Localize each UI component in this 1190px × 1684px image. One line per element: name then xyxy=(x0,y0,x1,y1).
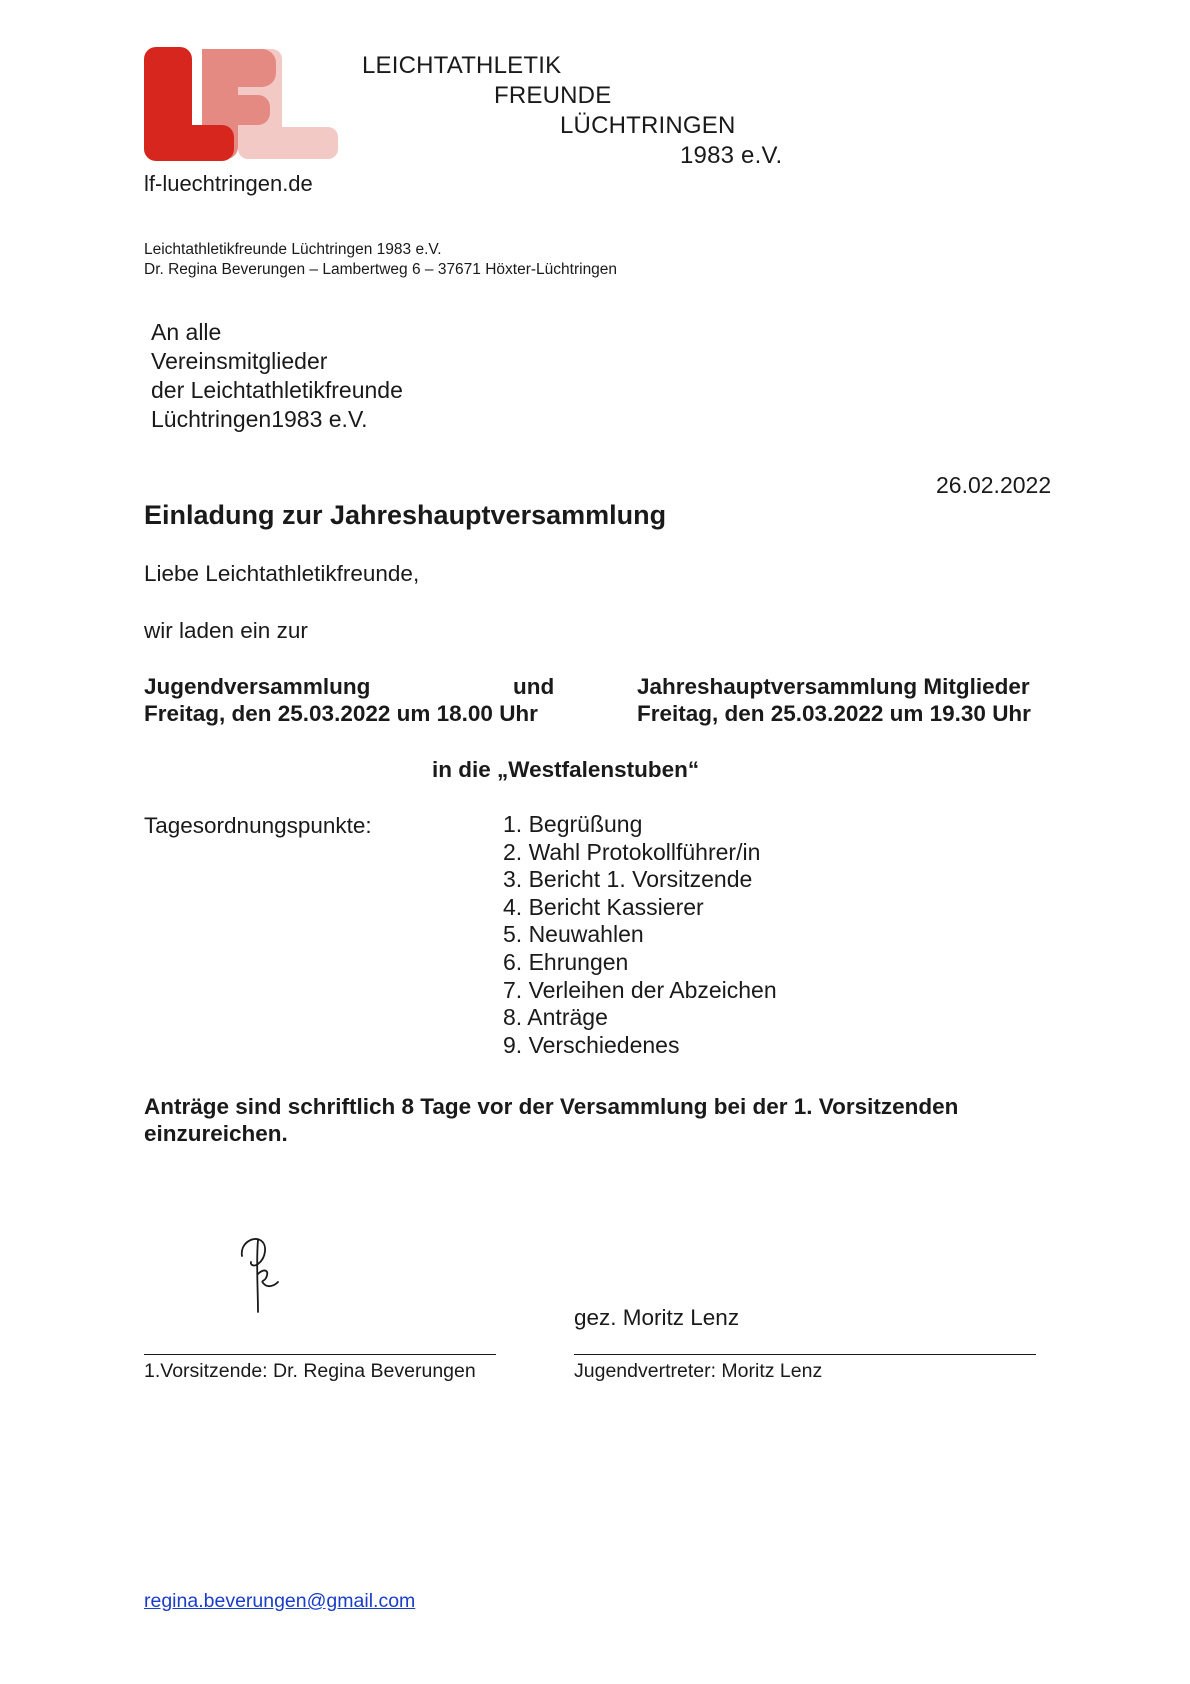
agenda-item: 5. Neuwahlen xyxy=(503,921,644,948)
handwritten-signature xyxy=(236,1234,296,1316)
club-logo xyxy=(142,45,342,163)
agenda-item: 3. Bericht 1. Vorsitzende xyxy=(503,866,753,893)
greeting: Liebe Leichtathletikfreunde, xyxy=(144,561,420,586)
recipient-line: An alle xyxy=(151,319,222,345)
agenda-item: 4. Bericht Kassierer xyxy=(503,893,704,920)
website-text: lf-luechtringen.de xyxy=(144,171,313,196)
annual-meeting-time: Freitag, den 25.03.2022 um 19.30 Uhr xyxy=(637,701,1031,726)
annual-meeting-title: Jahreshauptversammlung Mitglieder xyxy=(637,674,1030,699)
venue: in die „Westfalenstuben“ xyxy=(432,757,700,782)
org-name-line-4: 1983 e.V. xyxy=(680,142,783,169)
agenda-list xyxy=(503,811,777,1059)
org-name-line-3: LÜCHTRINGEN xyxy=(560,112,736,139)
youth-rep-caption: Jugendvertreter: Moritz Lenz xyxy=(574,1360,823,1382)
signature-line-left xyxy=(144,1354,496,1355)
recipient-line: der Leichtathletikfreunde xyxy=(151,377,403,403)
agenda-item: 6. Ehrungen xyxy=(503,948,629,975)
agenda-item: 7. Verleihen der Abzeichen xyxy=(503,976,777,1003)
recipient-line: Vereinsmitglieder xyxy=(151,348,328,374)
letter-date: 26.02.2022 xyxy=(936,472,1052,498)
sender-line-2: Dr. Regina Beverungen – Lambertweg 6 – 37671 Höxter-Lüchtringen xyxy=(144,261,618,278)
org-name-line-2: FREUNDE xyxy=(494,82,612,109)
agenda-item: 1. Begrüßung xyxy=(503,811,643,837)
sender-line-1: Leichtathletikfreunde Lüchtringen 1983 e.V. xyxy=(144,241,442,258)
recipient-address xyxy=(151,318,403,434)
notice-line-1: Anträge sind schriftlich 8 Tage vor der Versammlung bei der 1. Vorsitzenden xyxy=(144,1094,959,1119)
chair-caption: 1.Vorsitzende: Dr. Regina Beverungen xyxy=(144,1360,476,1382)
org-name-line-1: LEICHTATHLETIK xyxy=(362,52,562,79)
agenda-item: 8. Anträge xyxy=(503,1004,608,1031)
agenda-item: 2. Wahl Protokollführer/in xyxy=(503,838,761,865)
signature-line-right xyxy=(574,1354,1036,1355)
agenda-label: Tagesordnungspunkte: xyxy=(144,813,372,838)
document-title: Einladung zur Jahreshauptversammlung xyxy=(144,500,667,530)
notice-line-2: einzureichen. xyxy=(144,1121,288,1146)
contact-email-link[interactable]: regina.beverungen@gmail.com xyxy=(144,1590,416,1612)
agenda-item: 9. Verschiedenes xyxy=(503,1031,680,1058)
youth-meeting-title: Jugendversammlung xyxy=(144,674,371,699)
meeting-connector: und xyxy=(513,674,555,699)
intro-text: wir laden ein zur xyxy=(144,618,308,643)
signed-note: gez. Moritz Lenz xyxy=(574,1305,740,1330)
recipient-line: Lüchtringen1983 e.V. xyxy=(151,406,368,432)
youth-meeting-time: Freitag, den 25.03.2022 um 18.00 Uhr xyxy=(144,701,538,726)
